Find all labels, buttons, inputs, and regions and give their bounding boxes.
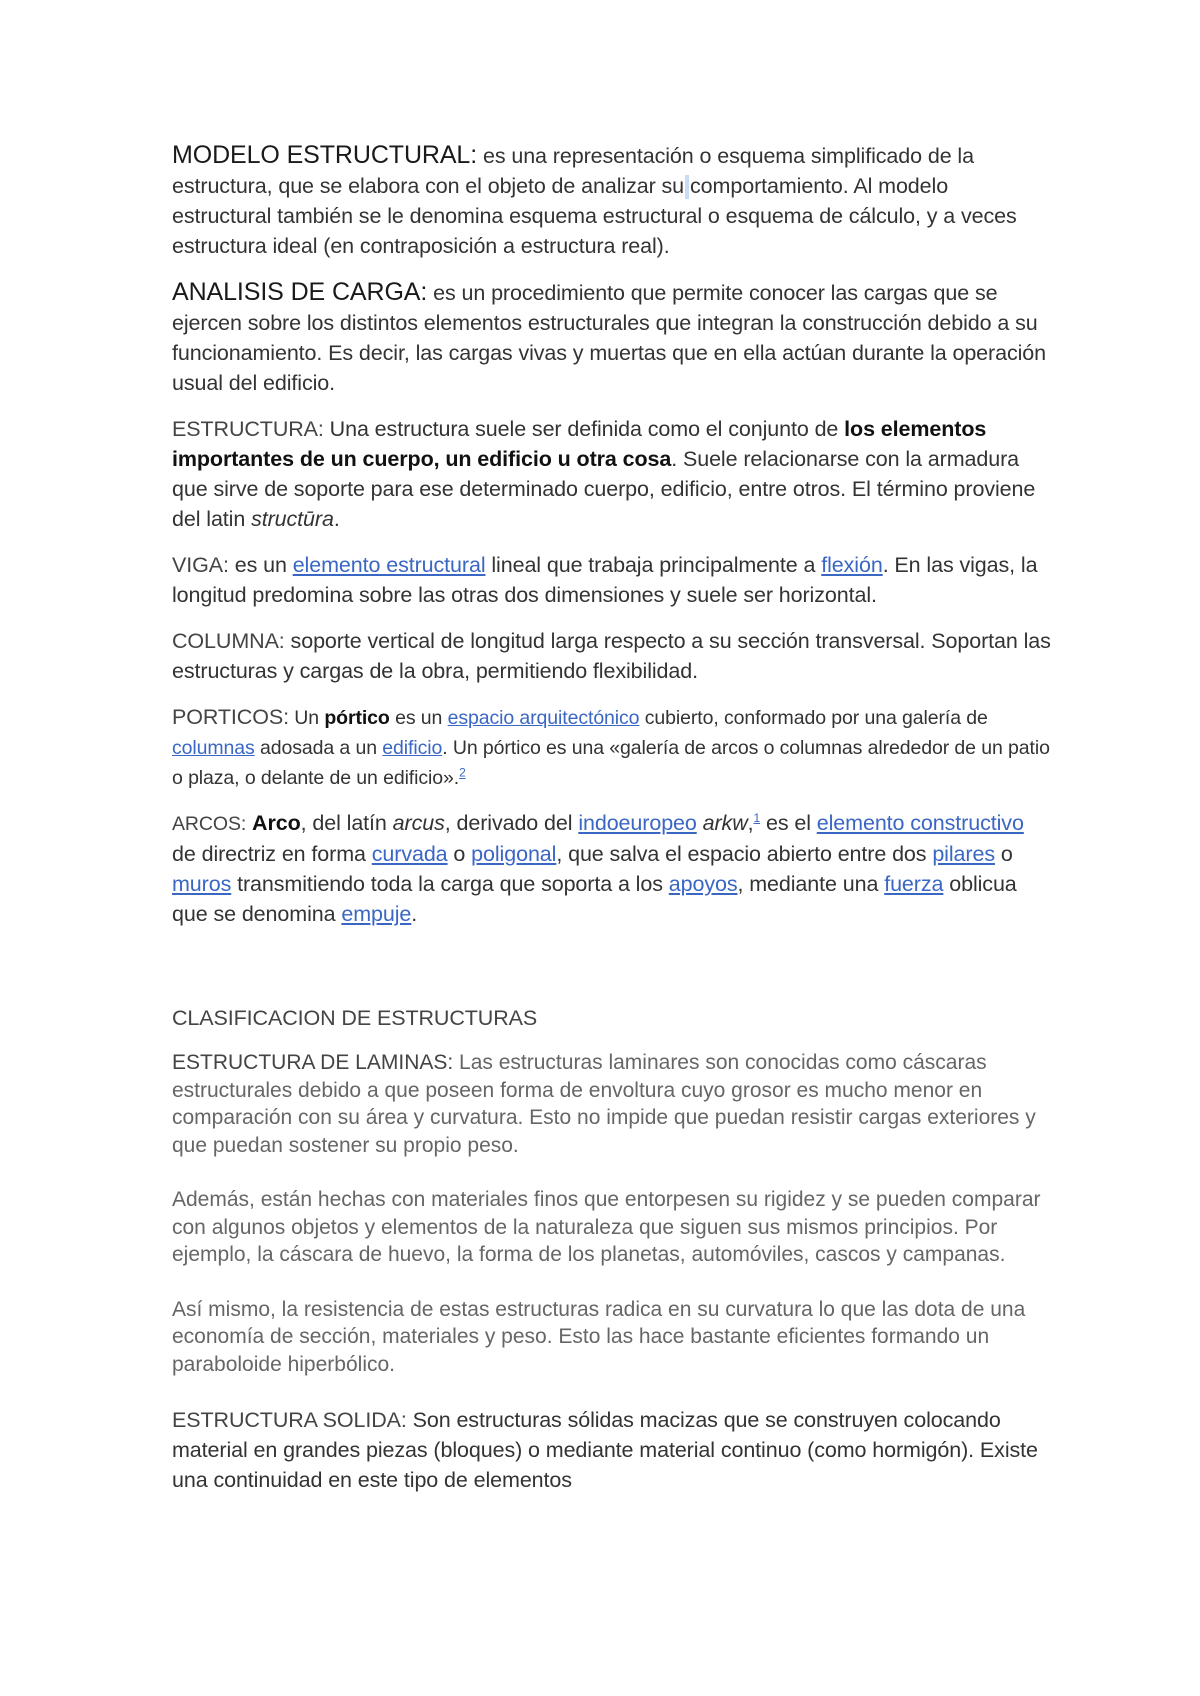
porticos-text-e: . Un pórtico es una «galería de arcos o columnas alrededor de un patio o plaza, o delante de un edificio». [172, 737, 1050, 789]
link-edificio[interactable]: edificio [382, 737, 443, 759]
arcos-text-i: , que salva el espacio abierto entre dos [556, 842, 933, 866]
footnote-ref-2[interactable]: 2 [459, 765, 466, 780]
term-columna: COLUMNA: [172, 629, 285, 653]
paragraph-estructura-solida [172, 1405, 1052, 1495]
arcos-text-k: transmitiendo toda la carga que soporta a los [231, 872, 669, 896]
term-porticos: PORTICOS: [172, 705, 289, 729]
link-muros[interactable]: muros [172, 872, 232, 896]
porticos-text-a: Un [288, 707, 325, 729]
link-indoeuropeo[interactable]: indoeuropeo [578, 811, 697, 835]
link-curvada[interactable]: curvada [371, 842, 448, 866]
paragraph-arcos [172, 808, 1052, 929]
term-analisis-de-carga: ANALISIS DE CARGA: [172, 278, 428, 306]
paragraph-porticos [172, 702, 1052, 792]
term-arcos: ARCOS: [172, 813, 247, 835]
paragraph-analisis-de-carga [172, 277, 1052, 398]
paragraph-laminas-2: Además, están hechas con materiales finos que entorpesen su rigidez y se pueden comparar con algunos objetos y elementos de la naturaleza que siguen sus mismos principios. Por ejemplo, la cáscara de huevo, la forma de los planetas, automóviles, cascos y campanas. [172, 1188, 1041, 1266]
link-columnas[interactable]: columnas [172, 737, 255, 759]
arcos-text-l: , mediante una [737, 872, 885, 896]
porticos-text-d: adosada a un [254, 737, 383, 759]
columna-text: soporte vertical de longitud larga respecto a su sección transversal. Soportan las estructuras y cargas de la obra, permitiendo flexibilidad. [172, 629, 1051, 683]
link-elemento-constructivo[interactable]: elemento constructivo [816, 811, 1024, 835]
arcos-text-b: , del latín [300, 811, 393, 835]
estructura-bold: los elementos importantes de un cuerpo, un edificio u otra cosa [172, 417, 987, 471]
blank-line [172, 945, 1052, 1003]
estructura-text-a: Una estructura suele ser definida como el conjunto de [323, 417, 845, 441]
arcos-text-f: es el [760, 811, 817, 835]
modelo-text-b: comportamiento. Al modelo estructural también se le denomina esquema estructural o esquema de cálculo, y a veces estructura ideal (en contraposición a estructura real). [172, 174, 1017, 258]
porticos-bold: pórtico [324, 707, 390, 729]
viga-text-a: es un [228, 553, 293, 577]
term-viga: VIGA: [172, 553, 229, 577]
term-estructura: ESTRUCTURA: [172, 417, 324, 441]
document-page [172, 140, 1052, 1511]
arcos-text-e: , [747, 811, 754, 835]
link-poligonal[interactable]: poligonal [471, 842, 557, 866]
paragraph-estructura [172, 414, 1052, 534]
link-fuerza[interactable]: fuerza [884, 872, 944, 896]
arcos-text-c: , derivado del [444, 811, 579, 835]
viga-text-b: lineal que trabaja principalmente a [485, 553, 822, 577]
arcos-text-j: o [994, 842, 1013, 866]
link-elemento-estructural[interactable]: elemento estructural [292, 553, 486, 577]
heading-clasificacion: CLASIFICACION DE ESTRUCTURAS [172, 1006, 538, 1030]
link-espacio-arquitectonico[interactable]: espacio arquitectónico [447, 707, 640, 729]
term-modelo-estructural: MODELO ESTRUCTURAL: [172, 141, 478, 169]
paragraph-viga [172, 550, 1052, 610]
term-laminas: ESTRUCTURA DE LAMINAS: [172, 1051, 454, 1074]
paragraph-columna [172, 626, 1052, 686]
arcos-italic-arkw: arkw [702, 811, 748, 835]
porticos-body [172, 707, 1050, 789]
analisis-text: es un procedimiento que permite conocer las cargas que se ejercen sobre los distintos elementos estructurales que integran la construcción debido a su funcionamiento. Es decir, las cargas vivas y muertas que en ella actúan durante la operación usual del edificio. [172, 281, 1047, 395]
link-empuje[interactable]: empuje [341, 902, 412, 926]
term-estructura-solida: ESTRUCTURA SOLIDA: [172, 1408, 407, 1432]
text-cursor [685, 175, 689, 199]
link-apoyos[interactable]: apoyos [668, 872, 738, 896]
link-flexion[interactable]: flexión [821, 553, 883, 577]
arcos-italic-arcus: arcus [392, 811, 445, 835]
arcos-text-n: . [411, 902, 418, 926]
arcos-text-g: de directriz en forma [172, 842, 372, 866]
porticos-text-b: es un [389, 707, 448, 729]
estructura-italic: structūra [251, 507, 334, 531]
modelo-text-a: es una representación o esquema simplificado de la estructura, que se elabora con el objeto de analizar su [172, 144, 974, 198]
estructura-text-c: . [333, 507, 340, 531]
arcos-text-h: o [447, 842, 472, 866]
paragraph-laminas-3: Así mismo, la resistencia de estas estructuras radica en su curvatura lo que las dota de una economía de sección, materiales y peso. Esto las hace bastante eficientes formando un paraboloide hiperbólico. [172, 1297, 1026, 1376]
solida-text: Son estructuras sólidas macizas que se construyen colocando material en grandes piezas (bloques) o mediante material continuo (como hormigón). Existe una continuidad en este tipo de elementos [172, 1408, 1038, 1492]
viga-text-c: . En las vigas, la longitud predomina sobre las otras dos dimensiones y suele ser horizontal. [172, 553, 1038, 607]
paragraph-modelo-estructural [172, 140, 1052, 261]
arcos-text-m: oblicua que se denomina [172, 872, 1017, 926]
paragraph-laminas-1 [172, 1049, 1052, 1159]
link-pilares[interactable]: pilares [932, 842, 995, 866]
arcos-bold: Arco [252, 811, 301, 835]
estructura-text-b: . Suele relacionarse con la armadura que sirve de soporte para ese determinado cuerpo, edificio, entre otros. El término proviene del latin [172, 447, 1036, 531]
footnote-ref-1[interactable]: 1 [753, 810, 761, 825]
laminas-p1: Las estructuras laminares son conocidas como cáscaras estructurales debido a que poseen forma de envoltura cuyo grosor es mucho menor en comparación con su área y curvatura. Esto no impide que puedan resistir cargas exteriores y que puedan sostener su propio peso. [172, 1051, 1036, 1157]
porticos-text-c: cubierto, conformado por una galería de [639, 707, 988, 729]
